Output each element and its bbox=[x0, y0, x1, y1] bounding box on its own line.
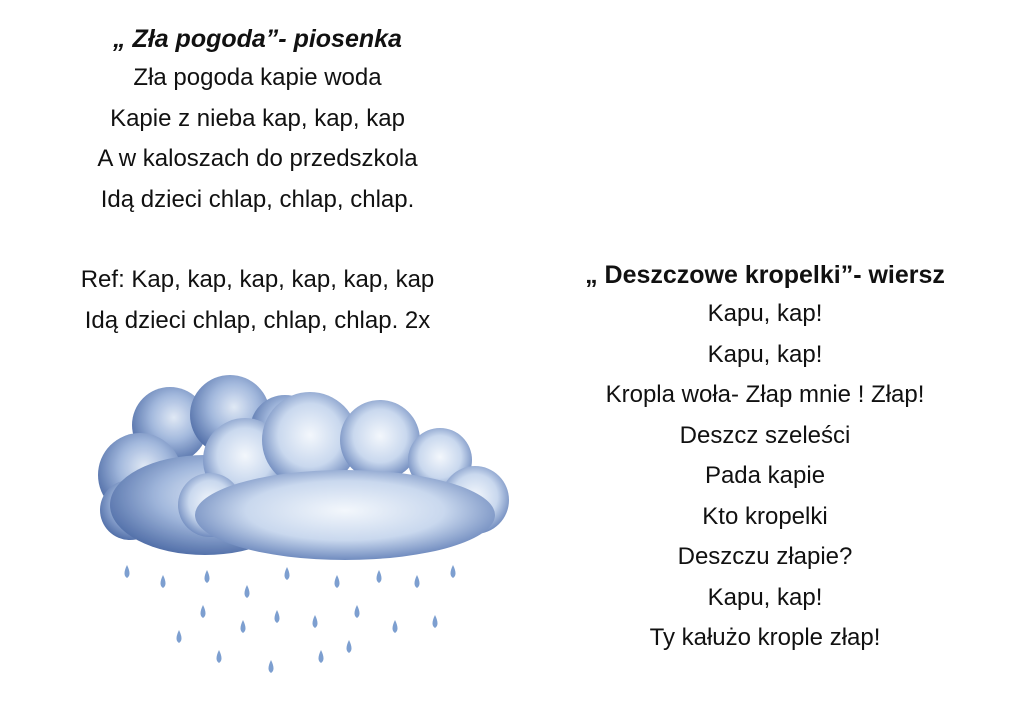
rain-drop bbox=[245, 585, 250, 598]
song-refrain-line: Idą dzieci chlap, chlap, chlap. 2x bbox=[84, 306, 431, 334]
rain-drop bbox=[285, 567, 290, 580]
rain-drops bbox=[125, 565, 456, 673]
rain-drop bbox=[217, 650, 222, 663]
stanza-gap bbox=[30, 220, 485, 260]
song-title: „ Zła pogoda”- piosenka bbox=[113, 25, 402, 53]
rain-drop bbox=[161, 575, 166, 588]
rain-drop bbox=[451, 565, 456, 578]
poem-line: Kapu, kap! bbox=[707, 583, 823, 611]
rain-drop bbox=[433, 615, 438, 628]
song-verse-line: Zła pogoda kapie woda bbox=[133, 64, 382, 91]
song-verse-line: A w kaloszach do przedszkola bbox=[97, 145, 418, 172]
poem-line: Deszczu złapie? bbox=[677, 543, 853, 570]
rain-drop bbox=[241, 620, 246, 633]
poem-title: „ Deszczowe kropelki”- wiersz bbox=[585, 261, 945, 289]
rain-cloud-icon bbox=[95, 375, 520, 685]
song-refrain-line: Ref: Kap, kap, kap, kap, kap, kap bbox=[80, 266, 435, 293]
poem-line: Ty kałużo krople złap! bbox=[649, 624, 881, 651]
rain-drop bbox=[275, 610, 280, 623]
rain-drop bbox=[201, 605, 206, 618]
poem-section bbox=[530, 260, 1000, 659]
rain-drop bbox=[313, 615, 318, 628]
rain-drop bbox=[347, 640, 352, 653]
rain-drop bbox=[377, 570, 382, 583]
rain-drop bbox=[393, 620, 398, 633]
rain-drop bbox=[415, 575, 420, 588]
rain-drop bbox=[355, 605, 360, 618]
poem-line: Kapu, kap! bbox=[707, 300, 823, 327]
poem-line: Kapu, kap! bbox=[707, 340, 823, 368]
rain-drop bbox=[205, 570, 210, 583]
poem-line: Kropla woła- Złap mnie ! Złap! bbox=[605, 381, 925, 408]
poem-line: Pada kapie bbox=[704, 462, 826, 489]
rain-drop bbox=[177, 630, 182, 643]
rain-drop bbox=[319, 650, 324, 663]
poem-line: Deszcz szeleści bbox=[679, 421, 851, 449]
poem-line: Kto kropelki bbox=[702, 502, 828, 530]
song-verse-line: Kapie z nieba kap, kap, kap bbox=[110, 104, 405, 132]
song-section bbox=[30, 24, 485, 341]
rain-drop bbox=[335, 575, 340, 588]
rain-drop bbox=[125, 565, 130, 578]
rain-drop bbox=[269, 660, 274, 673]
song-verse-line: Idą dzieci chlap, chlap, chlap. bbox=[100, 185, 415, 213]
